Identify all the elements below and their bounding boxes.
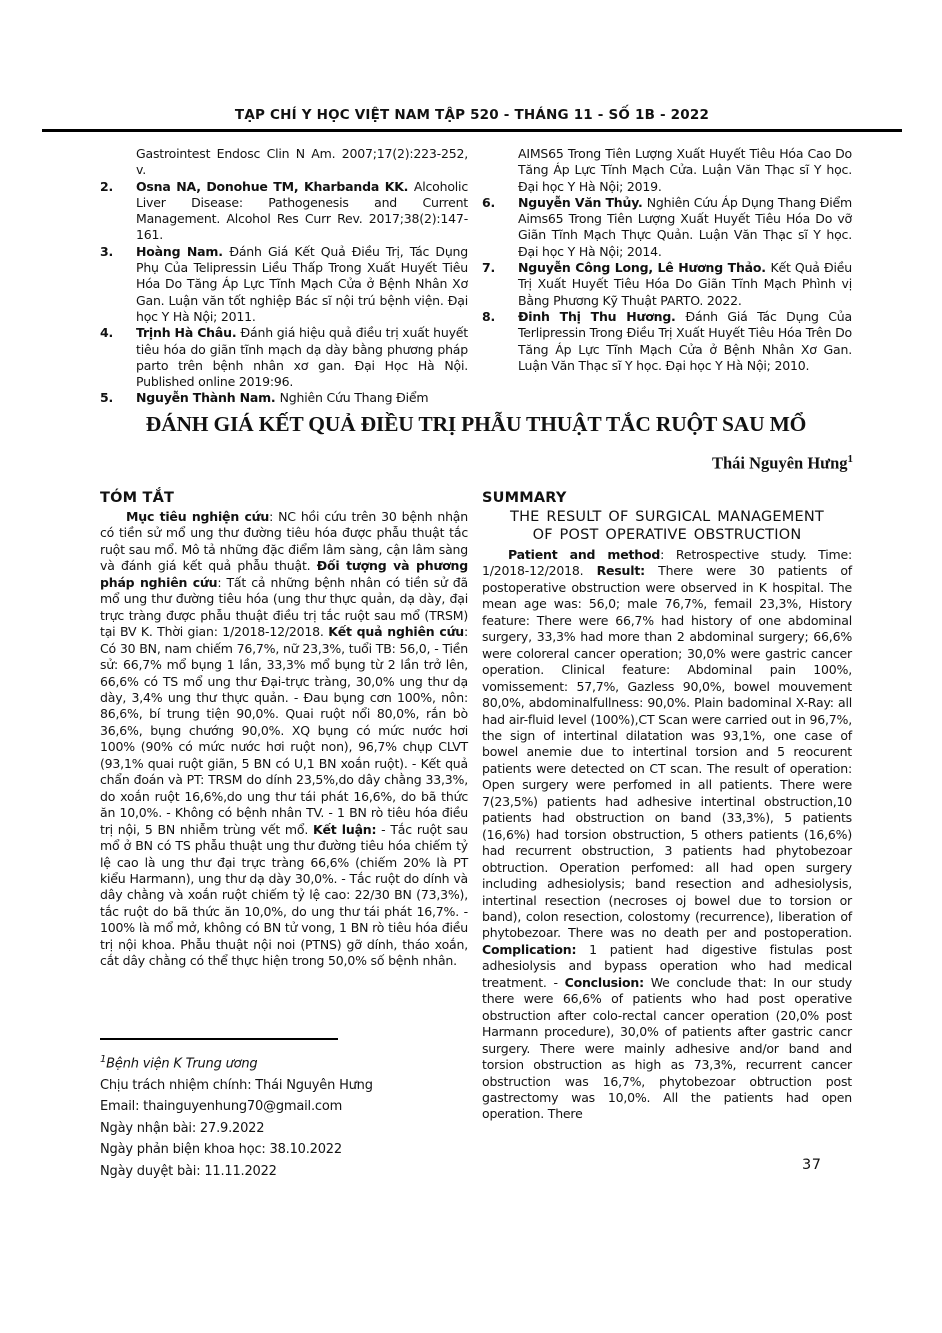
reference-number: 6. bbox=[482, 194, 496, 210]
reference-authors: Hoàng Nam. bbox=[136, 243, 230, 259]
author-affiliation: $^1$Bệnh viện K Trung ương bbox=[100, 1053, 258, 1071]
summary-heading: SUMMARY bbox=[482, 490, 567, 506]
reference-number: 2. bbox=[100, 178, 114, 194]
reference-authors: Nguyễn Công Long, Lê Hương Thảo. bbox=[518, 260, 771, 276]
reference-authors: Nguyễn Thành Nam. bbox=[136, 390, 280, 406]
summary-paragraph: Patient and method: Retrospective study. Time: 1/2018-12/2018. Result: There were 30 patients of postoperative obstruction were observed in K hospital. The mean age was: 56,0; male 76,7%, femail 23,3%, History feature: There were 66,7% had history of one abdominal surgery, 33,3% had more than 2 abdominal surgery; 66,6% were coloreral cancer operation; 30,0% were gastric cancer operation. Clinical feature: Abdominal pain 100%, vomissement: 57,7%, Gazless 90,0%, bowel mouvement 80,0%, abdominalfullness: 90,0%. Plain badominal X-Ray: all had air-fluid level (100%),CT Scan were carried out in 96,7%, the sign of intertinal dilatation was 93,1%, one case of bowel anemie due to intertinal torsion and 5 reocurent patients were detected on CT scan. The result of operation: Open surgery were perfomed in all patients. There were 7(23,5%) patients had adhesive intertinal obstruction,10 patients had obstruction on band (33,3%), 5 patients (16,6%) had torsion obstruction, 5 others patients (16,6%) had recurrent obstruction, 3 patients had phytobezoar obtruction. Operation perfomed: all had open surgery including adhesiolysis; band resection and adhesiolysis, intertinal resection (necroses oj bowel due to torsion or band), colon resection, colostomy (recurrence), liberation of phytobezoar. There was no death per and postoperation. Complication: 1 patient had digestive fistulas post adhesiolysis and bypass operation who had medical treatment. - Conclusion: We conclude that: In our study there were 66,6% of patients who had post operative obstruction after colo-rectal cancer operation (20,0% post Harmann procedure), 30,0% of patients after gastric cancr surgery. There were mainly adhesive and/or band and torsion obstruction as high as 73,3%, recurrent cancer obstruction was 16,7%, phytobezoar obtruction post gastrectomy was 10,0%. All the patients had open operation. There bbox=[482, 547, 852, 1122]
reference-item bbox=[482, 195, 852, 260]
received-date-line: Ngày nhận bài: 27.9.2022 bbox=[100, 1120, 265, 1136]
reference-item bbox=[482, 260, 852, 309]
reference-number: 8. bbox=[482, 308, 496, 324]
references-column-left bbox=[100, 146, 468, 407]
email-line: Email: thainguyenhung70@gmail.com bbox=[100, 1099, 343, 1114]
reference-number: 5. bbox=[100, 390, 114, 406]
corresponding-author-line: Chịu trách nhiệm chính: Thái Nguyên Hưng bbox=[100, 1077, 373, 1093]
reference-continuation bbox=[100, 146, 468, 179]
summary-column bbox=[482, 490, 852, 1123]
article-title: ĐÁNH GIÁ KẾT QUẢ ĐIỀU TRỊ PHẪU THUẬT TẮC RUỘT SAU MỔ bbox=[145, 412, 807, 436]
header-rule bbox=[42, 129, 902, 132]
reference-text: Đánh Giá Kết Quả Điều Trị, Tác Dụng Phụ Của Telipressin Liều Thấp Trong Xuất Huyết Tiêu Hóa Do Tăng Áp Lực Tĩnh Mạch Cửa ở Bệnh Nhân Xơ Gan. Luận văn tốt nghiệp Bác sĩ nội trú bệnh viện. Đại học Y Hà Nội; 2011. bbox=[136, 243, 468, 324]
reference-number: 7. bbox=[482, 260, 496, 276]
summary-title-line2: OF POST OPERATIVE OBSTRUCTION bbox=[532, 526, 802, 543]
tomtat-paragraph: Mục tiêu nghiện cứu: NC hồi cứu trên 30 bệnh nhận có tiền sử mổ ung thư đường tiêu hóa được phẫu thuật tắc ruột sau mổ. Mô tả những đặc điểm lâm sàng, cận lâm sàng và đánh giá kết quả phẫu thuật. Đối tượng và phương pháp nghiên cứu: Tất cả những bệnh nhân có tiền sử đã mổ ung thư đường tiêu hóa (ung thư thực quản, dạ dày, đại trực tràng được phẫu thuật điều trị tắc ruột sau mổ (TRSM) tại BV K. Thời gian: 1/2018-12/2018. Kết quả nghiên cứu: Có 30 BN, nam chiếm 76,7%, nữ 23,3%, tuổi TB: 56,0, - Tiền sử: 66,7% mổ bụng 1 lần, 33,3% mổ bụng từ 2 lần trở lên, 66,6% có TS mổ ung thư Đại-trực tràng, 30,0% ung thư dạ dày, 3,4% ung thư thực quản. - Đau bụng cơn 100%, nôn: 86,6%, bí trung tiện 90,0%. Quai ruột nổi 80,0%, rắn bò 36,6%, bụng chướng 90,0%. XQ bụng có mức nước hơi 100% (90% có mức nước hơi ruột non), 96,7% chụp CLVT (93,1% quai ruột giãn, 5 BN có U,1 BN xoắn ruột). - Kết quả chẩn đoán và PT: TRSM do dính 23,5%,do dây chằng 33,3%, do xoắn ruột 16,6%,do ung thư tái phát 16,6%, do bã thức ăn 10,0%. - Không có bệnh nhân TV. - 1 BN rò tiêu hóa điều trị nội, 5 BN nhiễm trùng vết mổ. Kết luận: - Tắc ruột sau mổ ở BN có TS phẫu thuật ung thư đường tiêu hóa chiếm tỷ lệ cao là ung thư đại trực tràng 66,6% (chiếm 20% là PT kiểu Harmann), ung thư dạ dày 30,0%. - Tắc ruột do dính và dây chằng và xoắn ruột chiếm tỷ lệ cao: 22/30 BN (73,3%), tắc ruột do bã thức ăn 10,0%, do ung thư tái phát 16,7%. - 100% là mổ mở, không có BN tử vong, 1 BN rò tiêu hóa điều trị nội khoa. Phẫu thuật nội noi (PTNS) gỡ dính, tháo xoắn, cắt dây chằng có thể thực hiện trong 50,0% số bệnh nhân. bbox=[100, 509, 469, 969]
page-number: 37 bbox=[802, 1157, 822, 1173]
footnote-rule bbox=[100, 1038, 338, 1040]
reference-authors: Trịnh Hà Châu. bbox=[136, 325, 241, 341]
accepted-date-line: Ngày duyệt bài: 11.11.2022 bbox=[100, 1163, 277, 1179]
journal-header: TẠP CHÍ Y HỌC VIỆT NAM TẬP 520 - THÁNG 11 - SỐ 1B - 2022 bbox=[234, 107, 710, 123]
reference-text: Đánh giá hiệu quả điều trị xuất huyết tiêu hóa do giãn tĩnh mạch dạ dày bằng phương pháp parto trên bệnh nhân xơ gan. Đại Học Hà Nội. Published online 2019:96. bbox=[136, 325, 468, 390]
reference-text: AIMS65 Trong Tiên Lượng Xuất Huyết Tiêu Hóa Cao Do Tăng Áp Lực Tĩnh Mạch Cửa. Luận Văn Thạc sĩ Y học. Đại học Y Hà Nội; 2019. bbox=[518, 146, 852, 194]
summary-english-title bbox=[482, 509, 852, 544]
reference-item bbox=[100, 179, 468, 244]
reference-authors: Nguyễn Văn Thủy. bbox=[518, 194, 647, 210]
reference-number: 3. bbox=[100, 243, 114, 259]
reference-text: Gastrointest Endosc Clin N Am. 2007;17(2):223-252, v. bbox=[136, 146, 468, 178]
reference-number: 4. bbox=[100, 325, 114, 341]
reference-continuation bbox=[482, 146, 852, 195]
summary-title-line1: THE RESULT OF SURGICAL MANAGEMENT bbox=[510, 509, 824, 525]
reference-authors: Đinh Thị Thu Hương. bbox=[518, 308, 686, 324]
reference-text: Đánh Giá Tác Dụng Của Terlipressin Trong Điều Trị Xuất Huyết Tiêu Hóa Trên Do Tăng Áp Lực Tĩnh Mạch Cửa ở Bệnh Nhân Xơ Gan. Luận Văn Thạc sĩ Y học. Đại học Y Hà Nội; 2010. bbox=[518, 308, 852, 373]
reference-item bbox=[100, 325, 468, 390]
reference-text: Nghiên Cứu Áp Dụng Thang Điểm Aims65 Trong Tiên Lượng Xuất Huyết Tiêu Hóa Do vỡ Giãn Tĩnh Mạch Thực Quản. Luận Văn Thạc sĩ Y học. Đại học Y Hà Nội; 2014. bbox=[518, 194, 852, 259]
reference-text: Alcoholic Liver Disease: Pathogenesis and Current Management. Alcohol Res Curr Rev. 2017;38(2):147-161. bbox=[136, 178, 468, 243]
footnote-block bbox=[100, 1038, 468, 1184]
reference-text: Nghiên Cứu Thang Điểm bbox=[279, 390, 429, 406]
author-name: Thái Nguyên Hưng bbox=[711, 453, 848, 473]
tomtat-heading: TÓM TẮT bbox=[100, 490, 175, 506]
reference-text: Kết Quả Điều Trị Xuất Huyết Tiêu Hóa Do Giãn Tĩnh Mạch Phình vị Bằng Phương Kỹ Thuật PARTO. 2022. bbox=[518, 260, 852, 308]
reference-item bbox=[100, 244, 468, 325]
references-column-right bbox=[482, 146, 852, 374]
article-author bbox=[100, 453, 853, 474]
abstract-column bbox=[100, 490, 468, 1184]
affiliation-superscript: 1 bbox=[100, 1053, 107, 1065]
review-date-line: Ngày phản biện khoa học: 38.10.2022 bbox=[100, 1142, 342, 1157]
author-superscript: 1 bbox=[847, 453, 853, 465]
reference-authors: Osna NA, Donohue TM, Kharbanda KK. bbox=[136, 178, 414, 194]
reference-item bbox=[482, 309, 852, 374]
reference-item bbox=[100, 390, 468, 406]
